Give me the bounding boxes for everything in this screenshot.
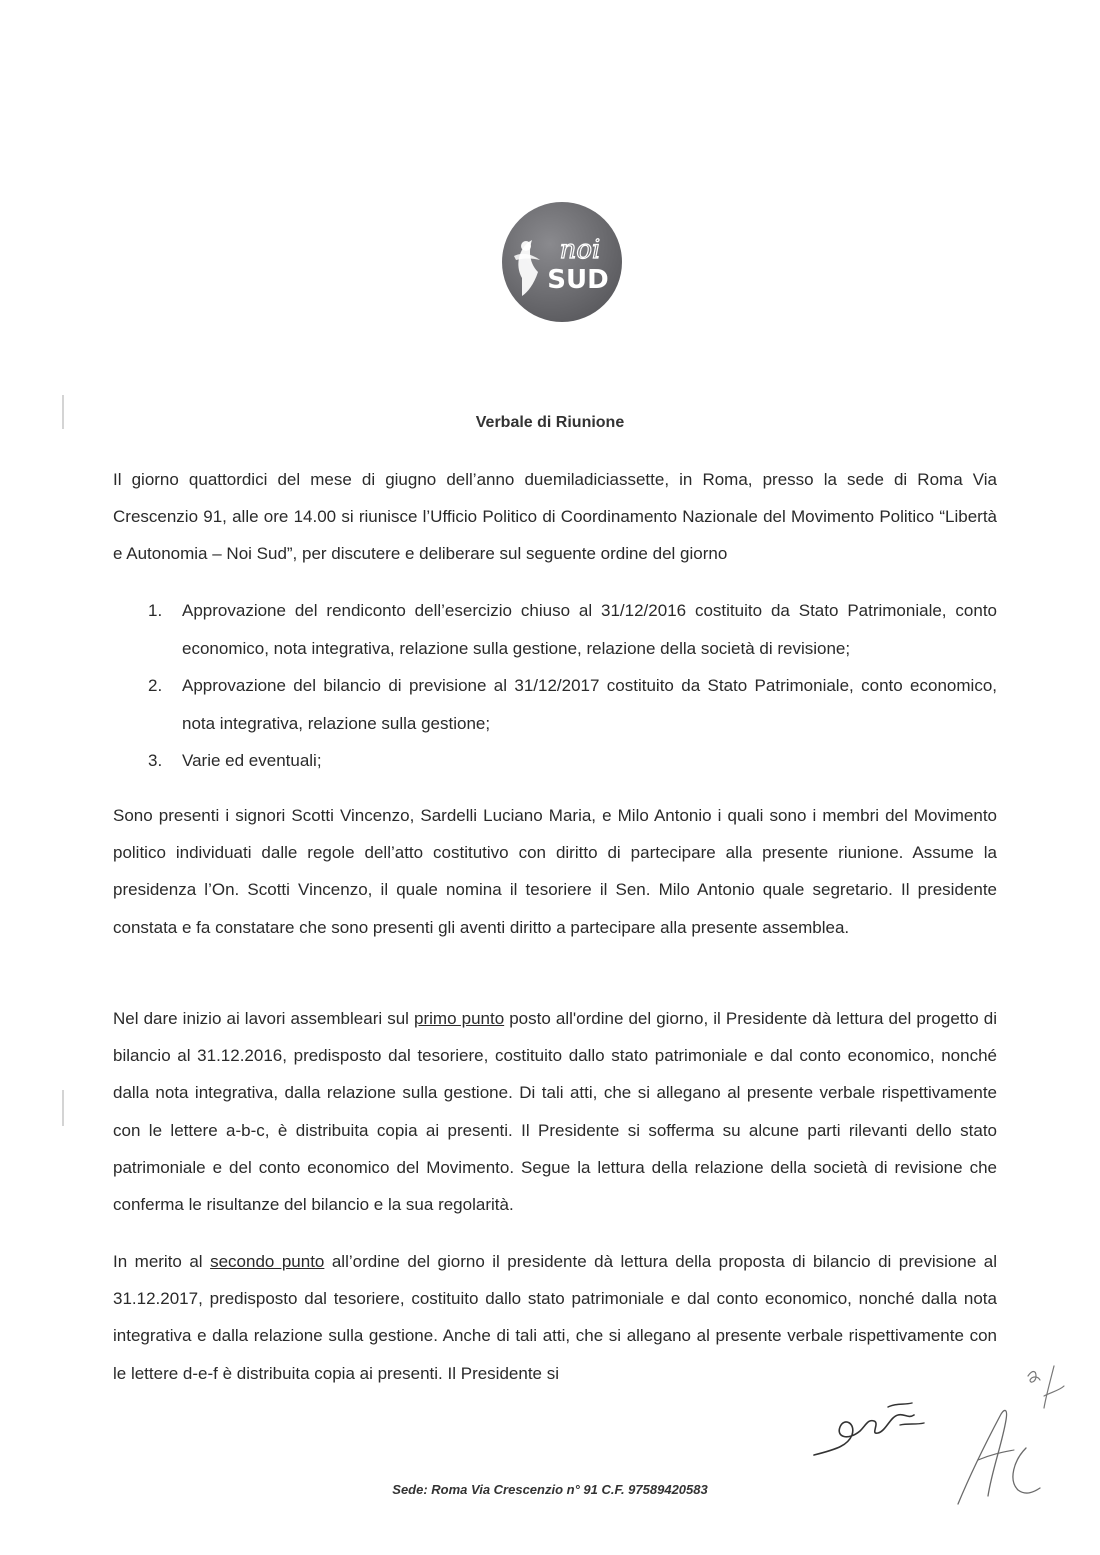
first-point-text-after: posto all'ordine del giorno, il Presidente dà lettura del progetto di bilancio al 31.12.2016, predisposto dal tesoriere, costituito dallo stato patrimoniale e dal conto economico, nonché dalla nota integrativa, dalla relazione sulla gestione. Di tali atti, che si allegano al presente verbale rispettivamente con le lettere a-b-c, è distribuita copia ai presenti. Il Presidente si sofferma su alcune parti rilevanti dello stato patrimoniale e del conto economico del Movimento. Segue la lettura della relazione della società di revisione che conferma le risultanze del bilancio e la sua regolarità.	[113, 1009, 997, 1215]
noi-sud-logo	[500, 200, 624, 324]
signature-icon	[808, 1395, 958, 1465]
first-point-underlined: primo punto	[414, 1009, 505, 1028]
scan-artifact	[62, 1090, 64, 1126]
second-point-text-after: all’ordine del giorno il presidente dà lettura della proposta di bilancio di previsione al 31.12.2017, predisposto dal tesoriere, costituito dallo stato patrimoniale e dal conto economico, nonché dalla nota integrativa e dalla relazione sulla gestione. Anche di tali atti, che si allegano al presente verbale rispettivamente con le lettere d-e-f è distribuita copia ai presenti. Il Presidente si	[113, 1252, 998, 1383]
agenda-item-text: Varie ed eventuali;	[182, 751, 322, 771]
agenda-item-number: 1.	[148, 601, 163, 620]
agenda-item	[113, 667, 997, 742]
second-point-paragraph	[113, 1243, 997, 1392]
agenda-list	[113, 592, 997, 780]
first-point-paragraph	[113, 1000, 997, 1223]
document-title: Verbale di Riunione	[475, 414, 625, 431]
scan-artifact	[62, 395, 64, 429]
second-point-underlined: secondo punto	[210, 1252, 325, 1271]
footer-address: Sede: Roma Via Crescenzio n° 91 C.F. 97589420583	[392, 1482, 708, 1497]
noi-sud-logo-icon	[500, 200, 624, 324]
agenda-item-number: 3.	[148, 751, 163, 771]
initials-margin	[1020, 1346, 1080, 1416]
agenda-item-text: Approvazione del bilancio di previsione al 31/12/2017 costituito da Stato Patrimoniale, conto economico, nota integrativa, relazione sulla gestione;	[182, 676, 997, 733]
attendance-paragraph: Sono presenti i signori Scotti Vincenzo, Sardelli Luciano Maria, e Milo Antonio i quali sono i membri del Movimento politico individuati dalle regole dell’atto costitutivo con diritto di partecipare alla presente riunione. Assume la presidenza l’On. Scotti Vincenzo, il quale nomina il tesoriere il Sen. Milo Antonio quale segretario. Il presidente constata e fa constatare che sono presenti gli aventi diritto a partecipare alla presente assemblea.	[113, 806, 997, 937]
initials-icon	[1020, 1346, 1080, 1416]
intro-paragraph: Il giorno quattordici del mese di giugno dell’anno duemiladiciassette, in Roma, presso la sede di Roma Via Crescenzio 91, alle ore 14.00 si riunisce l’Ufficio Politico di Coordinamento Nazionale del Movimento Politico “Libertà e Autonomia – Noi Sud”, per discutere e deliberare sul seguente ordine del giorno	[113, 470, 997, 564]
logo-text-sud: SUD	[547, 265, 609, 295]
second-point-text-before: In merito al	[113, 1252, 211, 1271]
agenda-item-number: 2.	[148, 676, 163, 696]
agenda-item	[113, 742, 997, 780]
first-point-text-before: Nel dare inizio ai lavori assembleari sul	[113, 1009, 415, 1028]
agenda-item-text: Approvazione del rendiconto dell’esercizio chiuso al 31/12/2016 costituito da Stato Patrimoniale, conto economico, nota integrativa, relazione sulla gestione, relazione della società di revisione;	[182, 601, 997, 658]
signature-scotti	[808, 1395, 958, 1465]
logo-text-noi: noi	[559, 235, 601, 265]
agenda-item	[113, 592, 997, 667]
